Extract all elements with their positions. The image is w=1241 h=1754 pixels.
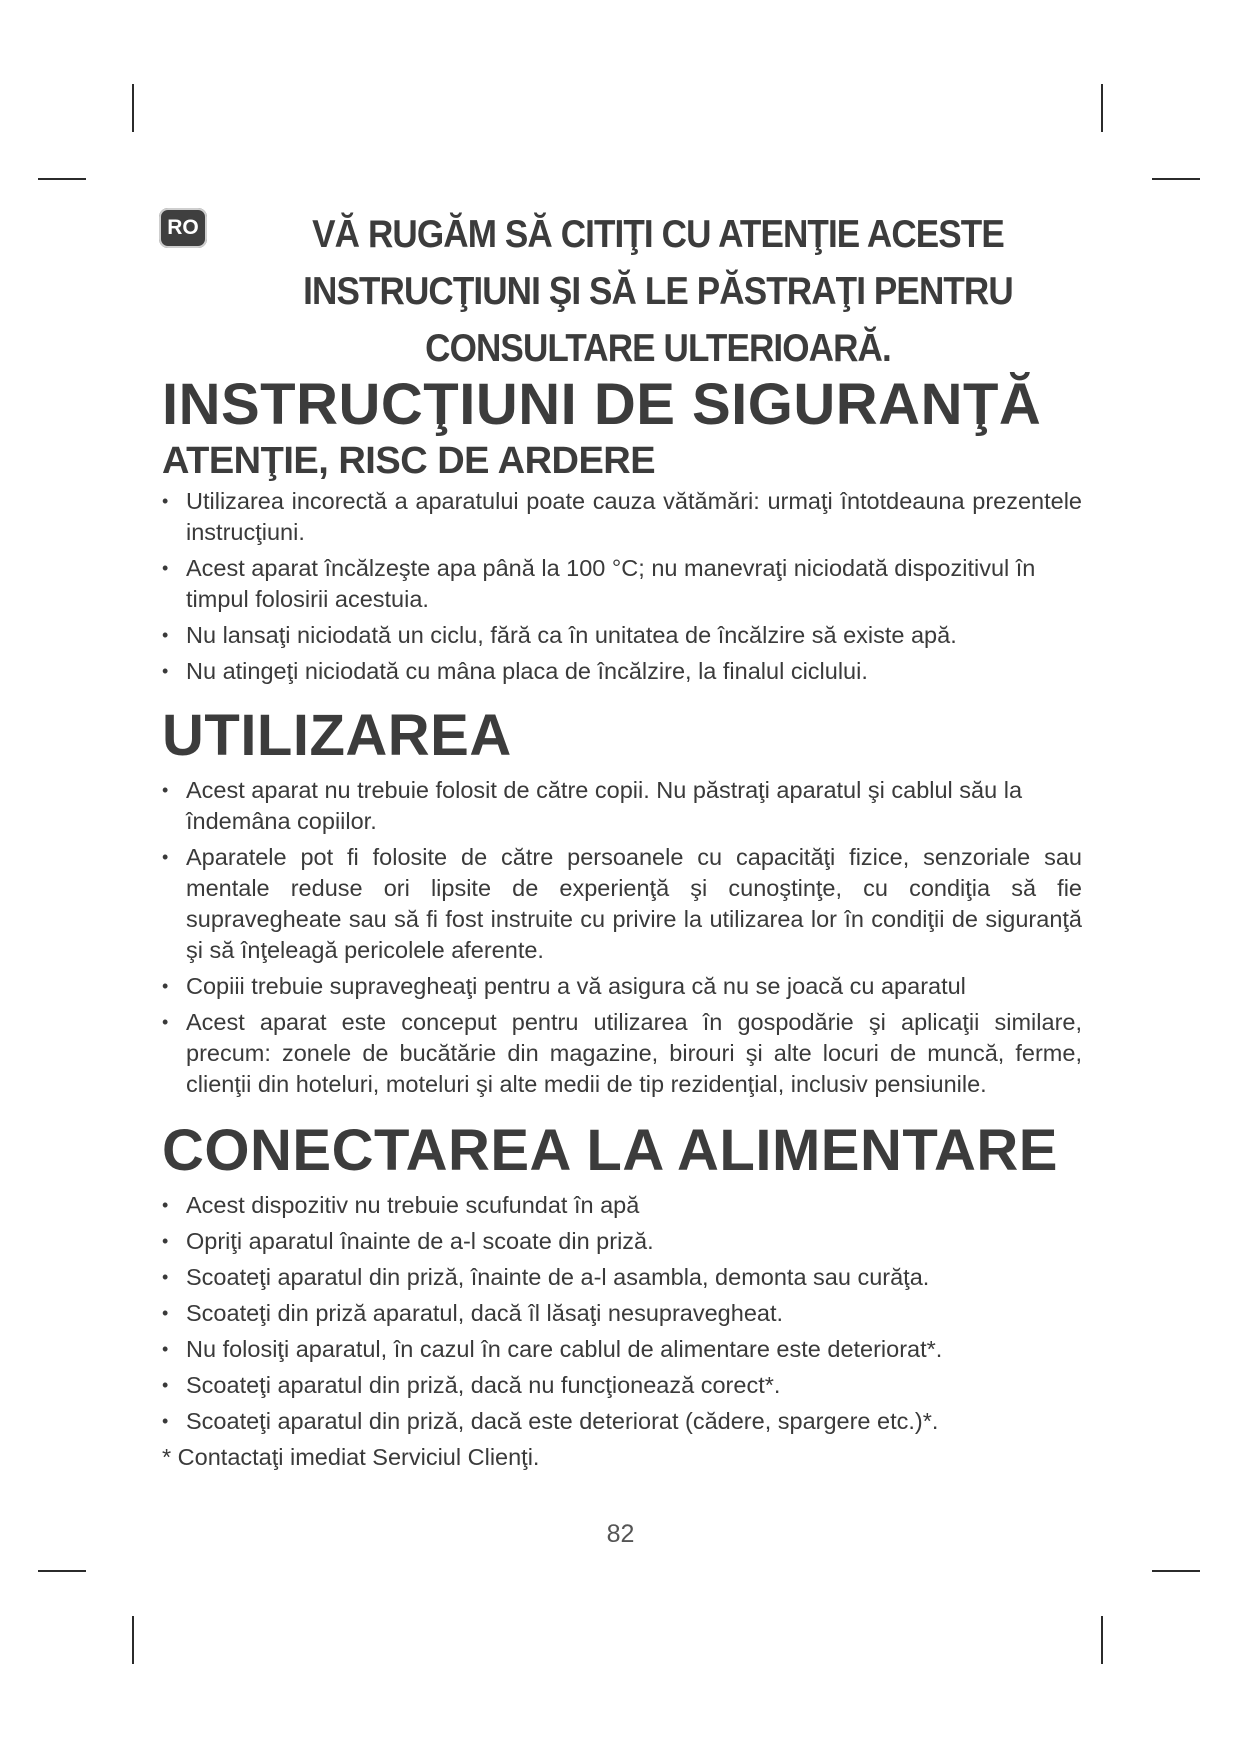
usage-title: UTILIZAREA — [162, 703, 512, 768]
crop-mark-top-left-horizontal — [38, 178, 86, 180]
crop-mark-top-left-vertical — [132, 84, 134, 132]
list-item: • Nu folosiţi aparatul, în cazul în care cablul de alimentare este deteriorat*. — [162, 1334, 1082, 1365]
safety-list — [162, 486, 1082, 687]
list-item: • Aparatele pot fi folosite de către persoanele cu capacităţi fizice, senzoriale sau mentale reduse ori lipsite de experienţă şi cunoştinţe, cu condiţia să fie supravegheate sau să fi fost instruite cu privire la utilizarea lor în condiţii de siguranţă şi să înţeleagă pericolele aferente. — [162, 842, 1082, 966]
list-item: • Scoateţi din priză aparatul, dacă îl lăsaţi nesupravegheat. — [162, 1298, 1082, 1329]
list-item: • Nu lansaţi niciodată un ciclu, fără ca în unitatea de încălzire să existe apă. — [162, 620, 1082, 651]
crop-mark-bottom-left-vertical — [132, 1616, 134, 1664]
list-item: • Scoateţi aparatul din priză, înainte de a-l asambla, demonta sau curăţa. — [162, 1262, 1082, 1293]
language-badge: RO — [159, 208, 207, 248]
list-item: • Opriţi aparatul înainte de a-l scoate din priză. — [162, 1226, 1082, 1257]
safety-subtitle: ATENŢIE, RISC DE ARDERE — [162, 440, 656, 482]
list-item: • Nu atingeţi niciodată cu mâna placa de încălzire, la finalul ciclului. — [162, 656, 1082, 687]
crop-mark-bottom-right-horizontal — [1152, 1570, 1200, 1572]
list-item: • Scoateţi aparatul din priză, dacă nu funcţionează corect*. — [162, 1370, 1082, 1401]
safety-section — [162, 370, 1082, 687]
power-title: CONECTAREA LA ALIMENTARE — [162, 1118, 1058, 1183]
crop-mark-top-right-vertical — [1101, 84, 1103, 132]
list-item: • Acest aparat încălzeşte apa până la 100 °C; nu manevraţi niciodată dispozitivul în timpul folosirii acestuia. — [162, 553, 1082, 615]
safety-title: INSTRUCŢIUNI DE SIGURANŢĂ — [162, 372, 1042, 437]
usage-section — [162, 701, 1082, 1100]
usage-list — [162, 775, 1082, 1100]
power-list — [162, 1190, 1082, 1437]
list-item: • Acest aparat este conceput pentru utilizarea în gospodărie şi aplicaţii similare, precum: zonele de bucătărie din magazine, birouri şi alte locuri de muncă, ferme, clienţii din hoteluri, moteluri şi alte medii de tip rezidenţial, inclusiv pensiunile. — [162, 1007, 1082, 1100]
crop-mark-top-right-horizontal — [1152, 178, 1200, 180]
list-item: • Acest dispozitiv nu trebuie scufundat în apă — [162, 1190, 1082, 1221]
list-item: • Scoateţi aparatul din priză, dacă este deteriorat (cădere, spargere etc.)*. — [162, 1406, 1082, 1437]
list-item: • Utilizarea incorectă a aparatului poate cauza vătămări: urmaţi întotdeauna prezentele instrucţiuni. — [162, 486, 1082, 548]
intro-heading — [298, 206, 1018, 377]
crop-mark-bottom-left-horizontal — [38, 1570, 86, 1572]
main-content — [162, 370, 1082, 1473]
intro-line-1: VĂ RUGĂM SĂ CITIŢI CU ATENŢIE ACESTE — [312, 213, 1004, 256]
crop-mark-bottom-right-vertical — [1101, 1616, 1103, 1664]
intro-line-3: CONSULTARE ULTERIOARĂ. — [425, 327, 891, 370]
list-item: • Acest aparat nu trebuie folosit de către copii. Nu păstraţi aparatul şi cablul său la îndemâna copiilor. — [162, 775, 1082, 837]
list-item: • Copiii trebuie supravegheaţi pentru a vă asigura că nu se joacă cu aparatul — [162, 971, 1082, 1002]
footnote: * Contactaţi imediat Serviciul Clienţi. — [162, 1444, 540, 1470]
page-number: 82 — [606, 1520, 635, 1548]
power-section — [162, 1116, 1082, 1473]
intro-line-2: INSTRUCŢIUNI ŞI SĂ LE PĂSTRAŢI PENTRU — [303, 270, 1013, 313]
